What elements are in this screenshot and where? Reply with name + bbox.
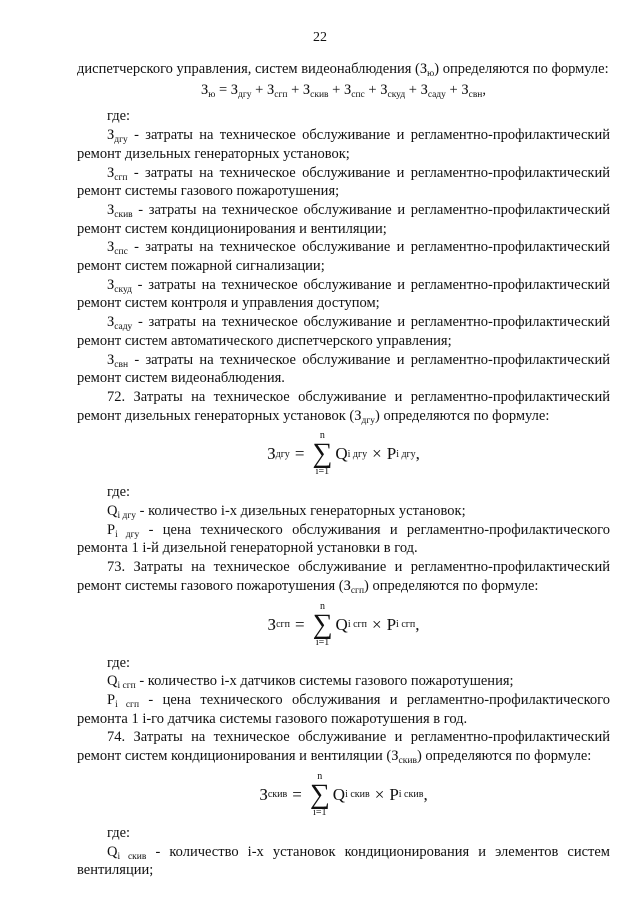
definition: $Q_{i дгу}$ - количество i-х дизельных генераторных установок; bbox=[107, 503, 466, 522]
definition: $З_{скуд}$ - затраты на техническое обслуживание и регламентно-профилактический ремонт систем контроля и управления доступом; bbox=[77, 276, 610, 312]
page-number: 22 bbox=[313, 30, 327, 45]
definition: $З_{дгу}$ - затраты на техническое обслуживание и регламентно-профилактический ремонт дизельных генераторных установок; bbox=[77, 127, 610, 162]
definition: $Q_{i сгп}$ - количество i-х датчиков системы газового пожаротушения; bbox=[107, 673, 514, 692]
definition: $З_{сгп}$ - затраты на техническое обслуживание и регламентно-профилактический ремонт системы газового пожаротушения; bbox=[77, 164, 610, 200]
definition: $Q_{i скив}$ - количество i-х установок кондиционирования и элементов систем вентиляции; bbox=[77, 843, 610, 879]
where-label: где: bbox=[107, 654, 131, 671]
definition: $З_{скив}$ - затраты на техническое обслуживание и регламентно-профилактический ремонт систем кондиционирования и вентиляции; bbox=[77, 201, 610, 237]
definition: $P_{i дгу}$ - цена технического обслуживания и регламентно-профилактического ремонта 1 i-й дизельной генераторной установки в год. bbox=[77, 521, 610, 557]
document-body bbox=[77, 60, 610, 880]
where-label: где: bbox=[107, 108, 131, 125]
where-label: где: bbox=[107, 824, 131, 841]
definition: $З_{спс}$ - затраты на техническое обслуживание и регламентно-профилактический ремонт систем пожарной сигнализации; bbox=[77, 239, 610, 275]
section-74-heading: 74. Затраты на техническое обслуживание и регламентно-профилактический ремонт систем кондиционирования и вентиляции $(З_{скив})$ определяются по формуле: bbox=[77, 729, 610, 767]
formula-73: З сгп = n ∑ i=1 Q i сгп × P i сгп , bbox=[267, 600, 420, 648]
definition: $З_{сaду}$ - затраты на техническое обслуживание и регламентно-профилактический ремонт систем автоматического диспетчерского управления; bbox=[77, 314, 610, 349]
formula-72: З дгу = n ∑ i=1 Q i дгу × P i дгу , bbox=[267, 430, 420, 478]
where-label: где: bbox=[107, 484, 131, 501]
definition: $З_{свн}$ - затраты на техническое обслуживание и регламентно-профилактический ремонт систем видеонаблюдения. bbox=[77, 351, 610, 387]
section-72-heading: 72. Затраты на техническое обслуживание и регламентно-профилактический ремонт дизельных генераторных установок $(З_{дгу})$ определяются по формуле: bbox=[77, 388, 610, 426]
sum-symbol: n ∑ i=1 bbox=[312, 600, 333, 648]
intro-paragraph: диспетчерского управления, систем видеонаблюдения $(З_ю)$ определяются по формуле: bbox=[77, 61, 609, 79]
formula-74: З скив = n ∑ i=1 Q i скив × P i скив , bbox=[259, 770, 428, 818]
sum-symbol: n ∑ i=1 bbox=[312, 430, 333, 478]
sum-symbol: n ∑ i=1 bbox=[309, 770, 330, 818]
formula-main: $З_ю = З_{дгу} + З_{сгп} + З_{скив} + З_{спс} + З_{скуд} + З_{сaду} + З_{свн}$, bbox=[200, 81, 487, 100]
definition: $P_{i сгп}$ - цена технического обслуживания и регламентно-профилактического ремонта 1 i-го датчика системы газового пожаротушения в год. bbox=[77, 691, 610, 727]
section-73-heading: 73. Затраты на техническое обслуживание и регламентно-профилактический ремонт системы газового пожаротушения $(З_{сгп})$ определяются по формуле: bbox=[77, 559, 610, 596]
